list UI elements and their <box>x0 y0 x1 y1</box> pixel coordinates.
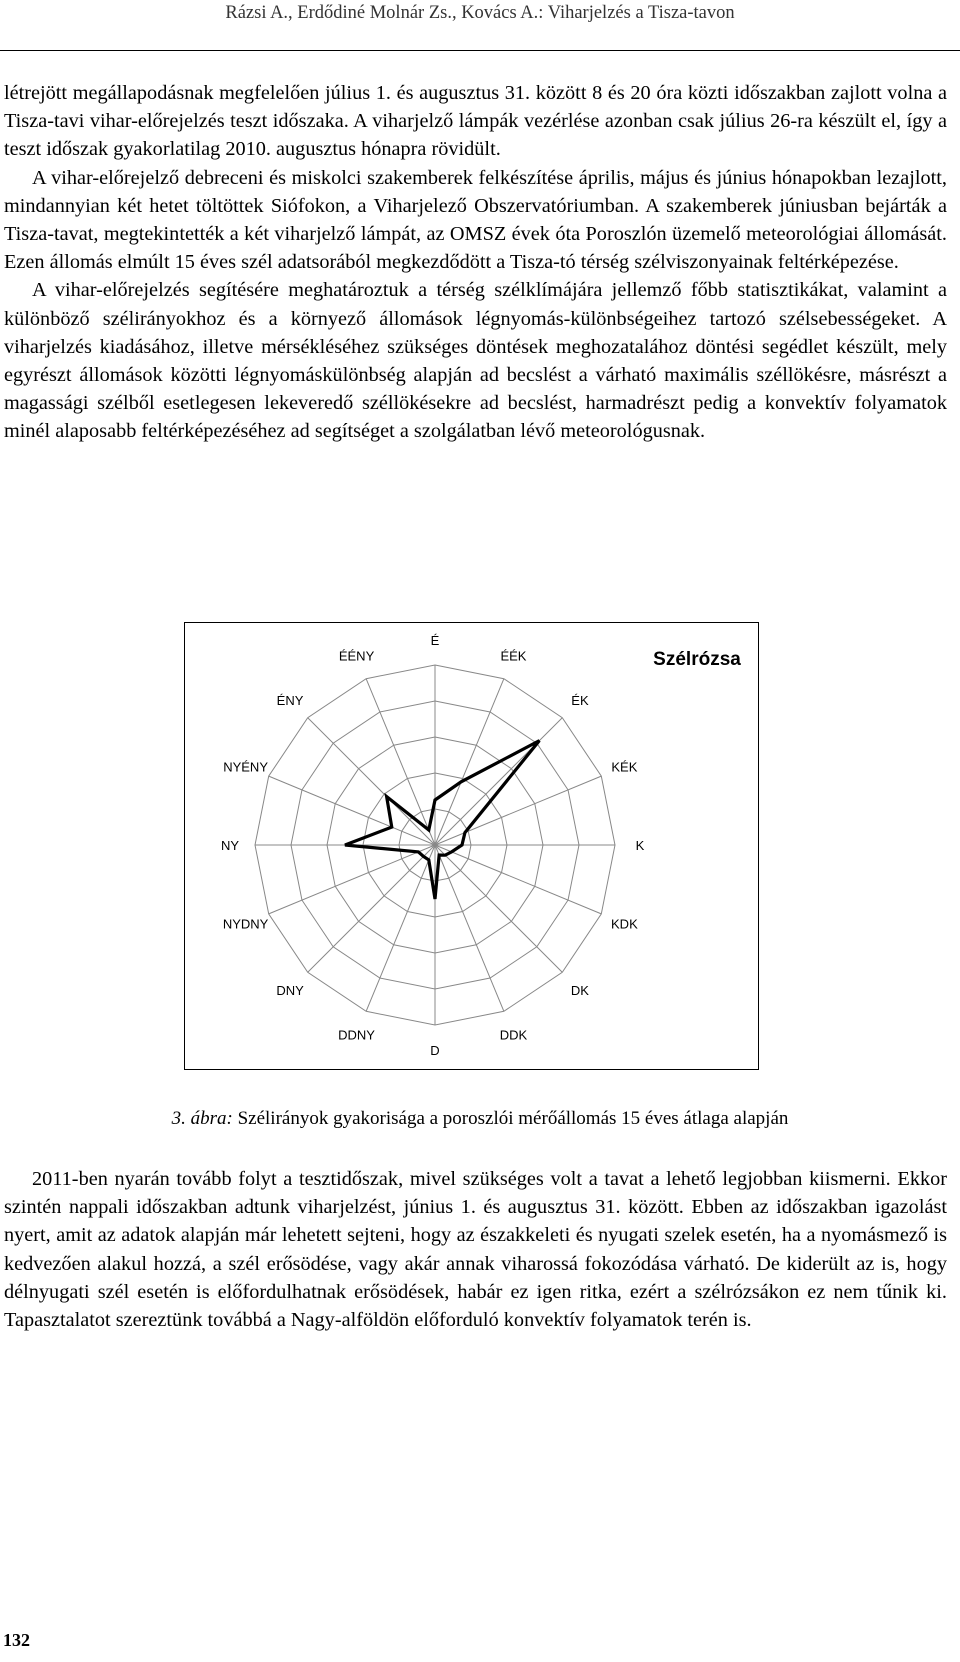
direction-label: ÉÉNY <box>338 648 375 664</box>
direction-label: É <box>430 633 440 648</box>
caption-label: 3. ábra: <box>171 1108 233 1129</box>
grid-spoke <box>435 718 562 845</box>
grid-spoke <box>435 845 562 972</box>
direction-label: NY <box>220 838 240 853</box>
header-rule <box>0 50 960 51</box>
direction-label: ÉK <box>571 693 589 709</box>
grid-spoke <box>308 718 435 845</box>
direction-label: K <box>635 838 645 853</box>
body-text-bottom <box>4 1165 947 1334</box>
grid-spoke <box>366 845 435 1011</box>
chart-title: Szélrózsa <box>653 649 741 670</box>
wind-rose-chart <box>185 623 758 1069</box>
direction-label: NYDNY <box>222 916 269 932</box>
direction-label: DDNY <box>338 1027 375 1043</box>
direction-label: D <box>430 1043 440 1058</box>
direction-label: ÉÉK <box>500 648 527 664</box>
grid-spoke <box>269 845 435 914</box>
page-number: 132 <box>3 1630 30 1650</box>
direction-label: DNY <box>276 982 304 998</box>
grid-spoke <box>435 845 504 1011</box>
direction-label: KÉK <box>611 759 638 775</box>
figure-caption <box>0 1108 960 1130</box>
direction-label: DK <box>570 982 589 998</box>
running-header: Rázsi A., Erdődiné Molnár Zs., Kovács A.: Viharjelzés a Tisza-tavon <box>225 3 735 23</box>
direction-label: KDK <box>611 916 638 932</box>
body-text-top <box>4 79 947 446</box>
paragraph: 2011-ben nyarán tovább folyt a tesztidőszak, mivel szükséges volt a tavat a lehető legjobban kiismerni. Ekkor szintén nappali időszakban adtunk viharjelzést, június 1. és augusztus 31. között. Ebben az időszakban igazolást nyert, amit az adatok alapján már lehetett sejteni, hogy az északkeleti és nyugati szelek esetén, ha a nyomásmező is kedvezően alakul hozzá, a szél erősödése, vagy akár annak viharossá fokozódása várható. De kiderült az is, hogy délnyugati szél esetén is előfordulhatnak erősödések, habár ez igen ritka, ezért a szélrózsákon ez nem tűnik ki. Tapasztalatot szereztünk továbbá a Nagy-alföldön előforduló konvektív folyamatok terén is. <box>4 1168 947 1332</box>
grid-spoke <box>269 776 435 845</box>
grid-spoke <box>435 776 601 845</box>
grid-spoke <box>308 845 435 972</box>
grid-spoke <box>435 679 504 845</box>
direction-label: ÉNY <box>276 693 304 709</box>
paragraph: A vihar-előrejelző debreceni és miskolci szakemberek felkészítése április, május és június hónapokban lezajlott, mindannyian két hetet töltöttek Siófokon, a Viharjelező Obszervatóriumban. A szakemberek júniusban bejárták a Tisza-tavat, megtekintették a két viharjelző lámpát, az OMSZ évek óta Poroszlón üzemelő meteorológiai állomását. Ezen állomás elmúlt 15 éves szél adatsorából megkezdődött a Tisza-tó térség szélviszonyainak feltérképezése. <box>4 166 947 274</box>
wind-rose-figure <box>184 622 759 1070</box>
paragraph: A vihar-előrejelzés segítésére meghatároztuk a térség szélklímájára jellemző főbb statisztikákat, valamint a különböző szélirányokhoz és a környező állomások légnyomás-különbségeihez tartozó szélsebességeket. A viharjelzés kiadásához, illetve mérsékléséhez szükséges döntések meghozatalához döntési segédlet készült, mely egyrészt állomások közötti légnyomáskülönbség alapján ad becslést a várható maximális széllökésre, másrészt a magassági szélből esetlegesen lekeveredő széllökésekre ad becslést, harmadrészt pedig a konvektív folyamatok minél alaposabb feltérképezéséhez ad segítséget a szolgálatban lévő meteorológusnak. <box>4 279 947 443</box>
direction-label: DDK <box>499 1027 528 1043</box>
caption-text: Szélirányok gyakorisága a poroszlói mérőállomás 15 éves átlaga alapján <box>232 1108 789 1129</box>
grid-spoke <box>435 845 601 914</box>
direction-label: NYÉNY <box>223 759 269 775</box>
paragraph: létrejött megállapodásnak megfelelően július 1. és augusztus 31. között 8 és 20 óra közti időszakban zajlott volna a Tisza-tavi vihar-előrejelzés teszt időszaka. A viharjelző lámpák vezérlése azonban csak július 26-ra készült el, így a teszt időszak gyakorlatilag 2010. augusztus hónapra rövidült. <box>4 82 947 161</box>
grid-spoke <box>366 679 435 845</box>
